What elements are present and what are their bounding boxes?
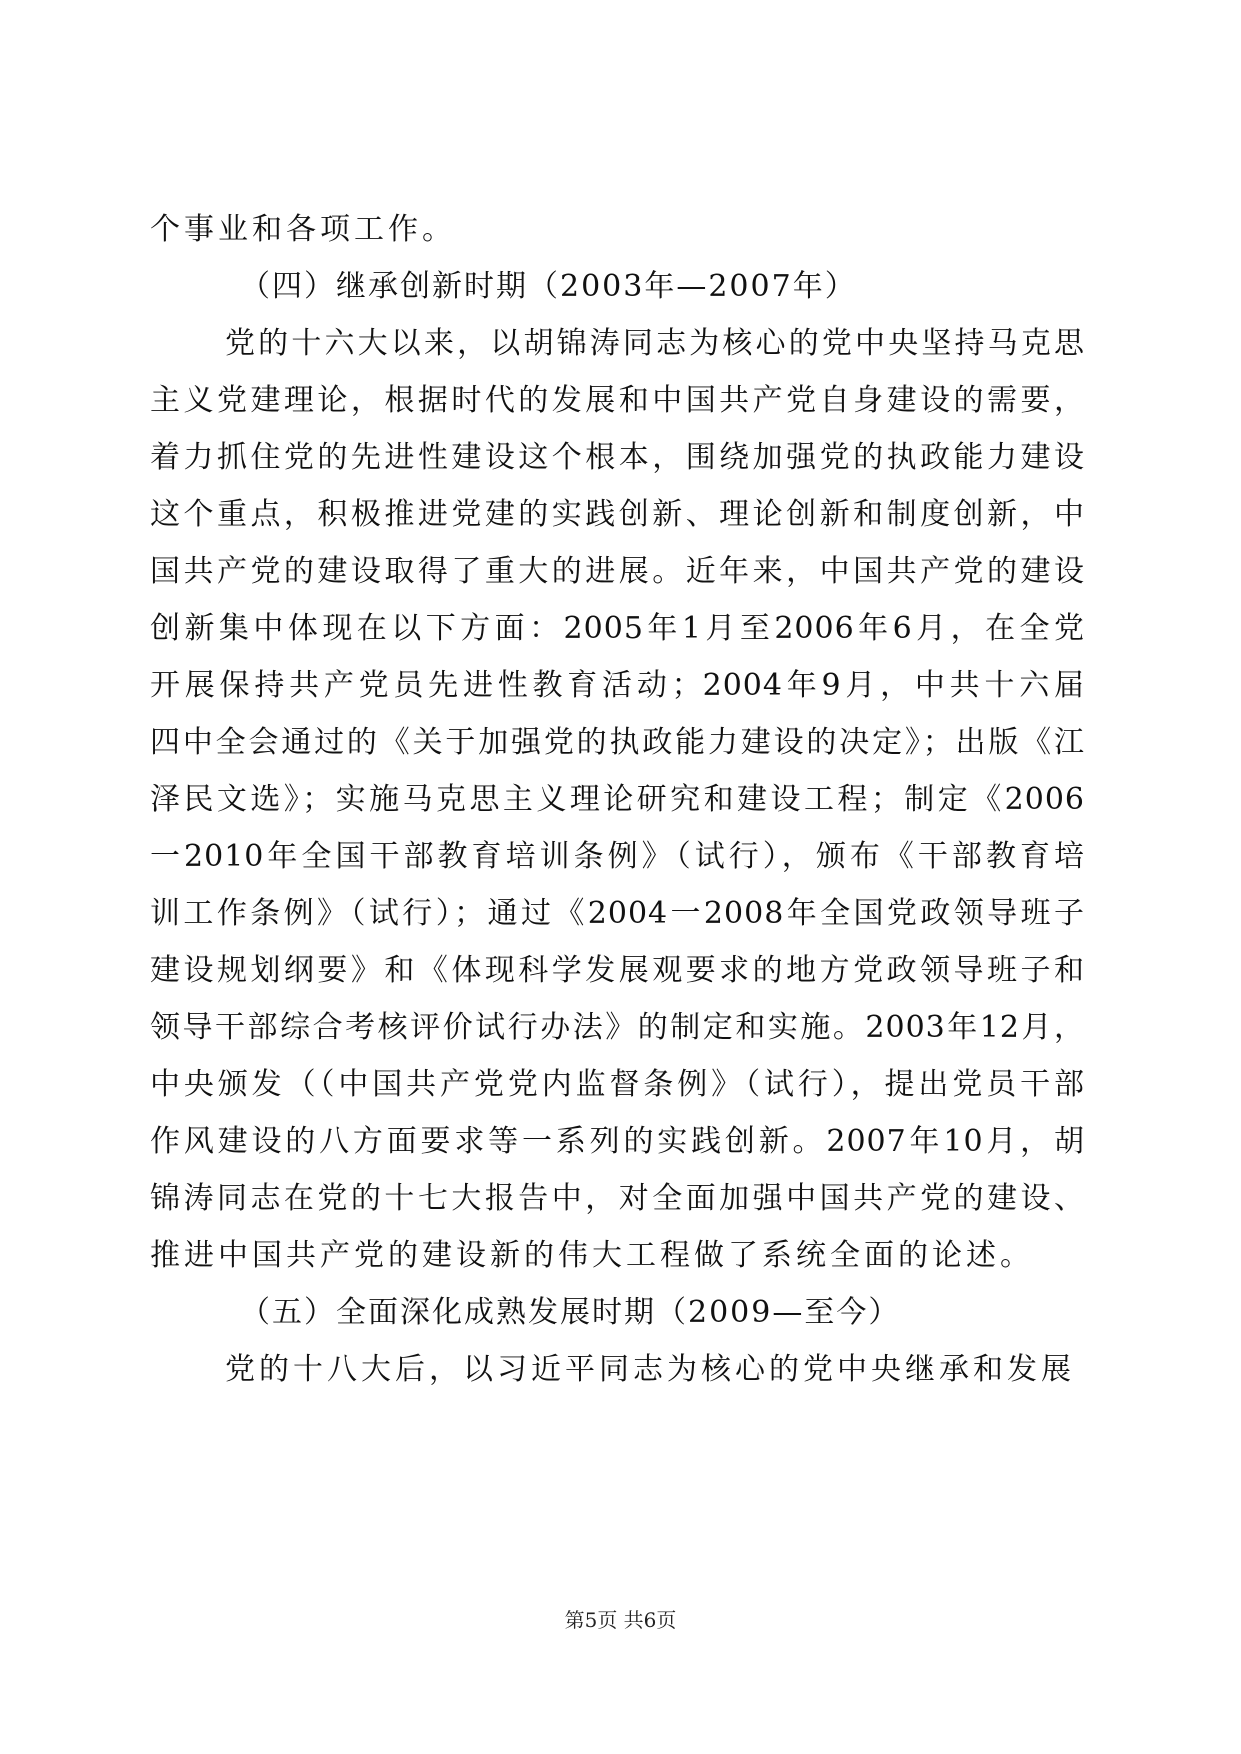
paragraph-line: 国共产党的建设取得了重大的进展。近年来，中国共产党的建设 (150, 554, 1085, 589)
paragraph-line: 个事业和各项工作。 (150, 212, 456, 247)
paragraph-line: 主义党建理论，根据时代的发展和中国共产党自身建设的需要， (150, 383, 1085, 418)
paragraph-line: 中央颁发（（中国共产党党内监督条例》（试行），提出党员干部 (150, 1067, 1085, 1102)
paragraph-line: 着力抓住党的先进性建设这个根本，围绕加强党的执政能力建设 (150, 440, 1085, 475)
paragraph-line: 一2010年全国干部教育培训条例》（试行），颁布《干部教育培 (150, 839, 1085, 874)
paragraph-line: 建设规划纲要》和《体现科学发展观要求的地方党政领导班子和 (150, 953, 1085, 988)
paragraph-line: 四中全会通过的《关于加强党的执政能力建设的决定》；出版《江 (150, 725, 1085, 760)
section-heading-four: （四）继承创新时期（2003年—2007年） (240, 269, 857, 304)
paragraph-line: 泽民文选》；实施马克思主义理论研究和建设工程；制定《2006 (150, 782, 1085, 817)
paragraph-line: 创新集中体现在以下方面：2005年1月至2006年6月，在全党 (150, 611, 1085, 646)
paragraph-line: 训工作条例》（试行）；通过《2004一2008年全国党政领导班子 (150, 896, 1085, 931)
section-heading-five: （五）全面深化成熟发展时期（2009—至今） (240, 1295, 901, 1330)
page-number-footer: 第5页 共6页 (564, 1608, 677, 1632)
paragraph-line: 开展保持共产党员先进性教育活动；2004年9月，中共十六届 (150, 668, 1085, 703)
paragraph-line: 领导干部综合考核评价试行办法》的制定和实施。2003年12月， (150, 1010, 1085, 1045)
paragraph-line: 锦涛同志在党的十七大报告中，对全面加强中国共产党的建设、 (150, 1181, 1085, 1216)
paragraph-line: 推进中国共产党的建设新的伟大工程做了系统全面的论述。 (150, 1238, 1034, 1273)
paragraph-line: 作风建设的八方面要求等一系列的实践创新。2007年10月，胡 (150, 1124, 1085, 1159)
paragraph-line: 党的十六大以来，以胡锦涛同志为核心的党中央坚持马克思 (225, 326, 1085, 361)
paragraph-line: 党的十八大后，以习近平同志为核心的党中央继承和发展 (225, 1352, 1075, 1387)
paragraph-line: 这个重点，积极推进党建的实践创新、理论创新和制度创新，中 (150, 497, 1085, 532)
